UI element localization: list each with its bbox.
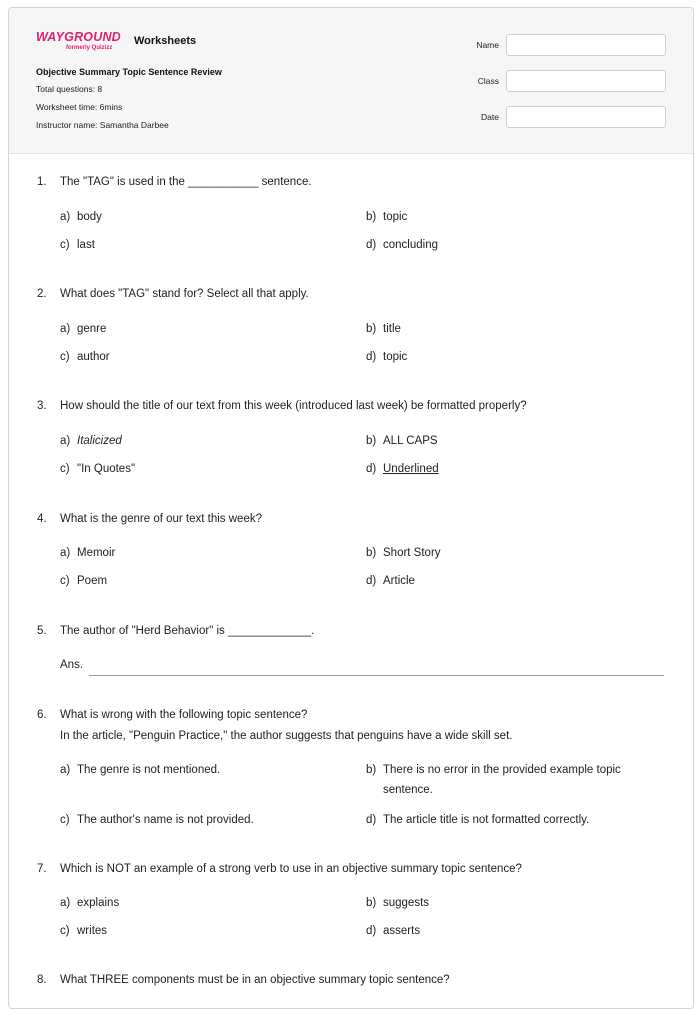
answer-label: Ans. [60, 659, 84, 671]
question-text: How should the title of our text from this week (introduced last week) be formatted properly? [60, 400, 527, 412]
option-b[interactable]: b) topic [366, 211, 408, 223]
option-a[interactable]: a) Italicized [60, 435, 122, 447]
question-text: What is the genre of our text this week? [60, 513, 262, 525]
question-text: What THREE components must be in an objective summary topic sentence? [60, 974, 450, 986]
question-number: 8. [37, 974, 47, 986]
option-a[interactable]: a) body [60, 211, 102, 223]
instructor-name: Instructor name: Samantha Darbee [36, 120, 169, 130]
question-number: 5. [37, 625, 47, 637]
option-c[interactable]: c) last [60, 239, 95, 251]
question-number: 1. [37, 176, 47, 188]
option-d[interactable]: d) asserts [366, 925, 421, 937]
worksheet [8, 7, 694, 1009]
option-d[interactable]: d) Underlined [366, 463, 439, 475]
answer-line[interactable] [89, 675, 664, 676]
option-b[interactable]: b) ALL CAPS [366, 435, 438, 447]
logo-wordmark: WAYGROUND [36, 30, 121, 44]
question-number: 7. [37, 863, 47, 875]
total-questions: Total questions: 8 [36, 84, 103, 94]
option-a[interactable]: a) explains [60, 897, 120, 909]
question-number: 6. [37, 709, 47, 721]
option-a[interactable]: a) The genre is not mentioned. [60, 764, 221, 776]
option-c[interactable]: c) "In Quotes" [60, 463, 136, 475]
worksheet-time: Worksheet time: 6mins [36, 102, 123, 112]
option-a[interactable]: a) Memoir [60, 547, 116, 559]
option-a[interactable]: a) genre [60, 323, 107, 335]
question-subtext: In the article, "Penguin Practice," the author suggests that penguins have a wide skill set. [60, 730, 513, 742]
option-d[interactable]: d) The article title is not formatted correctly. [366, 814, 590, 826]
option-d[interactable]: d) concluding [366, 239, 438, 251]
option-c[interactable]: c) The author's name is not provided. [60, 814, 254, 826]
option-c[interactable]: c) Poem [60, 575, 108, 587]
option-b[interactable]: b) There is no error in the provided example topic sentence. [366, 764, 621, 796]
worksheet-header [9, 8, 693, 154]
worksheet-title: Objective Summary Topic Sentence Review [36, 67, 222, 77]
option-c[interactable]: c) writes [60, 925, 108, 937]
name-field[interactable] [506, 34, 666, 56]
logo-subtext: formerly Quizizz [66, 45, 113, 51]
option-d[interactable]: d) topic [366, 351, 408, 363]
brand-title: Worksheets [134, 35, 197, 47]
question-text: The "TAG" is used in the ___________ sentence. [60, 176, 312, 188]
option-d[interactable]: d) Article [366, 575, 415, 587]
question-text: What is wrong with the following topic sentence? [60, 709, 308, 721]
date-field[interactable] [506, 106, 666, 128]
name-label: Name [476, 40, 499, 50]
option-b[interactable]: b) Short Story [366, 547, 441, 559]
date-label: Date [481, 112, 499, 122]
option-c[interactable]: c) author [60, 351, 110, 363]
class-field[interactable] [506, 70, 666, 92]
option-b[interactable]: b) suggests [366, 897, 430, 909]
question-text: The author of "Herd Behavior" is _____________. [60, 625, 315, 637]
question-text: Which is NOT an example of a strong verb to use in an objective summary topic sentence? [60, 863, 522, 875]
question-text: What does "TAG" stand for? Select all that apply. [60, 288, 309, 300]
question-number: 4. [37, 513, 47, 525]
question-number: 3. [37, 400, 47, 412]
option-b[interactable]: b) title [366, 323, 401, 335]
question-number: 2. [37, 288, 47, 300]
class-label: Class [477, 76, 499, 86]
wayground-logo [36, 30, 130, 58]
